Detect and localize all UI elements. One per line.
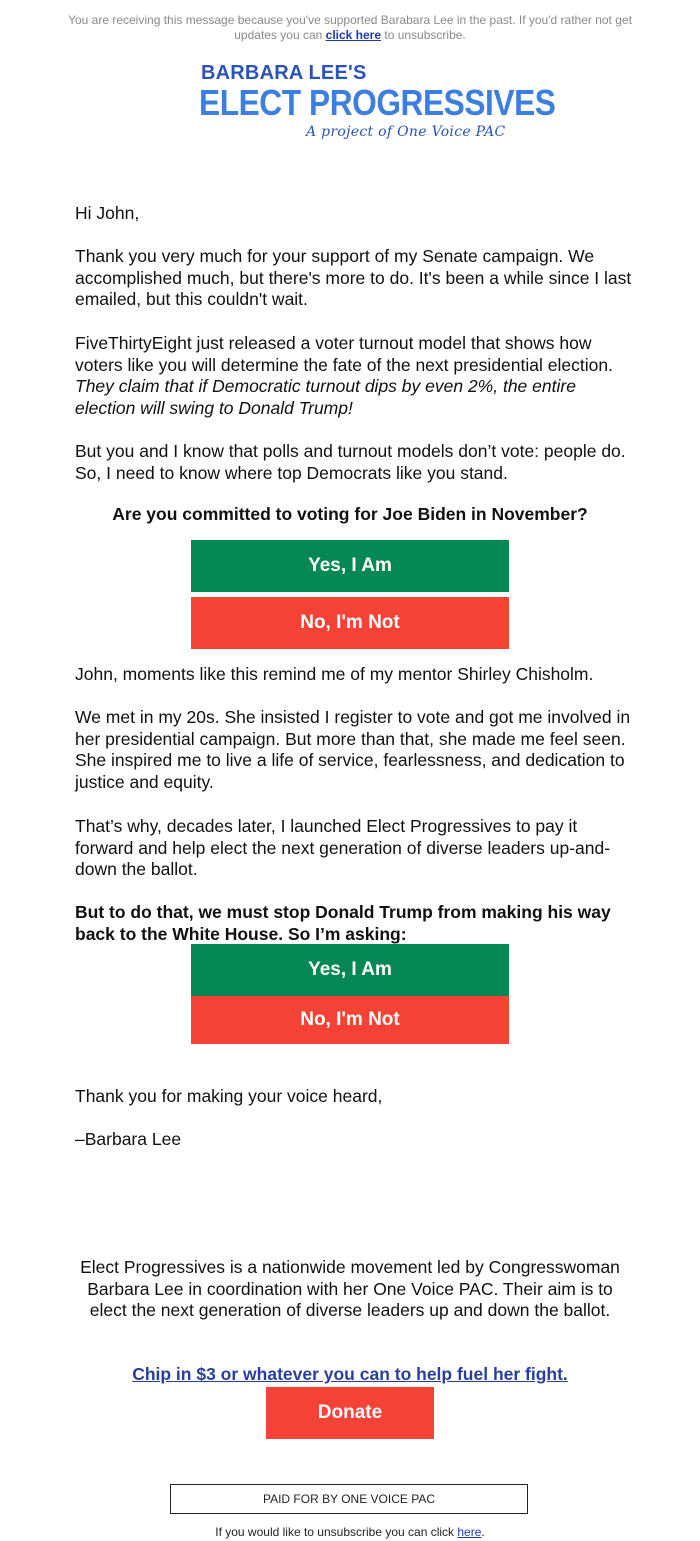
logo-line-2: ELECT PROGRESSIVES: [199, 82, 556, 123]
elect-progressives-logo: [198, 60, 556, 150]
preheader-unsubscribe-link[interactable]: click here: [325, 28, 382, 42]
paid-for-disclaimer: PAID FOR BY ONE VOICE PAC: [170, 1484, 528, 1514]
footer-about: Elect Progressives is a nationwide movement led by Congresswoman Barbara Lee in coordination with her One Voice PAC. Their aim is to elect the next generation of diverse leaders up and down the ballot.: [80, 1257, 620, 1320]
paragraph-7: But to do that, we must stop Donald Trump from making his way back to the White House. So I’m asking:: [75, 902, 611, 944]
yes-button-2[interactable]: Yes, I Am: [191, 944, 509, 996]
paragraph-1: Thank you very much for your support of my Senate campaign. We accomplished much, but there's more to do. It's been a while since I last emailed, but this couldn't wait.: [75, 246, 632, 309]
chip-in-link[interactable]: Chip in $3 or whatever you can to help fuel her fight.: [132, 1364, 568, 1384]
logo-line-1: BARBARA LEE'S: [201, 62, 367, 84]
no-button-1[interactable]: No, I'm Not: [191, 597, 509, 649]
preheader-text: You are receiving this message because you've supported Barabara Lee in the past. If you'd rather not get updates you can: [68, 13, 632, 42]
paragraph-6: That’s why, decades later, I launched Elect Progressives to pay it forward and help elect the next generation of diverse leaders up-and-down the ballot.: [75, 816, 611, 879]
paragraph-2-italic: They claim that if Democratic turnout dips by even 2%, the entire election will swing to Donald Trump!: [75, 376, 576, 418]
footer-unsubscribe: [150, 1525, 550, 1539]
logo-tagline: A project of One Voice PAC: [306, 124, 506, 140]
yes-button-1[interactable]: Yes, I Am: [191, 540, 509, 592]
unsubscribe-link[interactable]: here: [457, 1525, 482, 1539]
paragraph-2-plain: FiveThirtyEight just released a voter turnout model that shows how voters like you will determine the fate of the next presidential election.: [75, 333, 613, 375]
unsubscribe-text: If you would like to unsubscribe you can click: [215, 1525, 458, 1539]
paragraph-4: John, moments like this remind me of my mentor Shirley Chisholm.: [75, 664, 594, 684]
paragraph-3: But you and I know that polls and turnout models don’t vote: people do. So, I need to know where top Democrats like you stand.: [75, 441, 626, 483]
unsubscribe-period: .: [481, 1525, 485, 1539]
donate-button[interactable]: Donate: [266, 1387, 434, 1439]
greeting: Hi John,: [75, 203, 140, 223]
preheader-text-after: to unsubscribe.: [381, 28, 466, 42]
preheader-notice: [60, 13, 640, 43]
signature: –Barbara Lee: [75, 1129, 182, 1149]
poll-question: Are you committed to voting for Joe Biden in November?: [112, 504, 588, 524]
closing: Thank you for making your voice heard,: [75, 1086, 383, 1106]
paragraph-2: [75, 333, 635, 419]
no-button-2[interactable]: No, I'm Not: [191, 996, 509, 1044]
paragraph-5: We met in my 20s. She insisted I register to vote and got me involved in her presidential campaign. But more than that, she made me feel seen. She inspired me to live a life of service, fearlessness, and dedication to justice and equity.: [75, 707, 631, 792]
